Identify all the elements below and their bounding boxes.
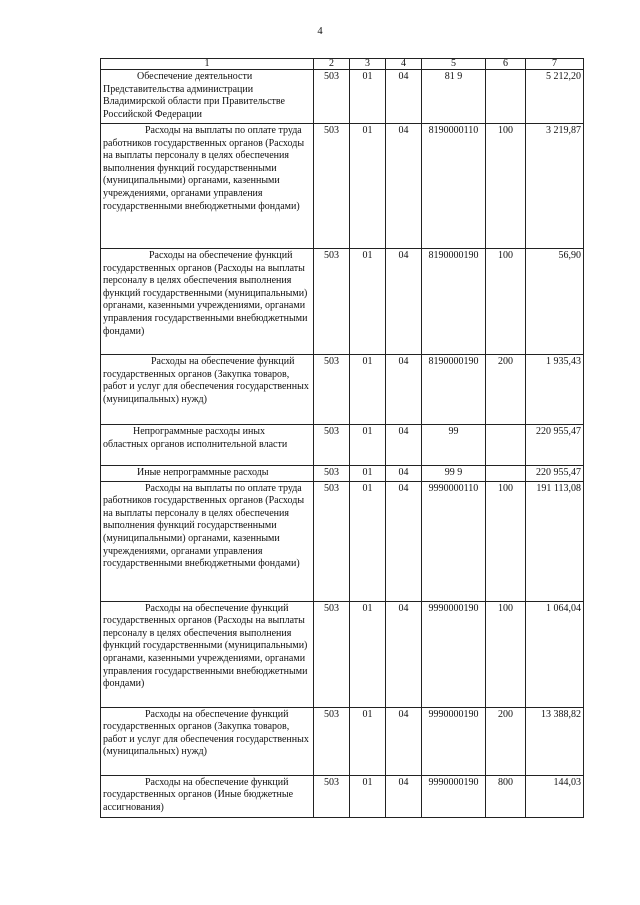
cell-ministry: 503 bbox=[314, 707, 350, 775]
cell-subsection: 04 bbox=[386, 425, 422, 466]
cell-ministry: 503 bbox=[314, 425, 350, 466]
cell-subsection: 04 bbox=[386, 601, 422, 707]
row-name: Расходы на обеспечение функций государственных органов (Расходы на выплаты персоналу в целях обеспечения выполнения функций государственными (муниципальными) органами, казенными учреждениями, органами управления государственными внебюджетными фондами) bbox=[101, 249, 314, 355]
cell-amount: 56,90 bbox=[526, 249, 584, 355]
cell-section: 01 bbox=[350, 601, 386, 707]
cell-ministry: 503 bbox=[314, 481, 350, 601]
column-header: 3 bbox=[350, 59, 386, 70]
cell-amount: 5 212,20 bbox=[526, 70, 584, 124]
row-name: Непрограммные расходы иных областных органов исполнительной власти bbox=[101, 425, 314, 466]
cell-ministry: 503 bbox=[314, 249, 350, 355]
cell-target: 9990000110 bbox=[422, 481, 486, 601]
cell-subsection: 04 bbox=[386, 355, 422, 425]
cell-type bbox=[486, 425, 526, 466]
cell-target: 8190000190 bbox=[422, 249, 486, 355]
cell-amount: 144,03 bbox=[526, 775, 584, 817]
table-row bbox=[101, 425, 584, 466]
cell-target: 99 bbox=[422, 425, 486, 466]
table-row bbox=[101, 775, 584, 817]
row-name: Расходы на выплаты по оплате труда работников государственных органов (Расходы на выплаты персоналу в целях обеспечения выполнения функций государственными (муниципальными) органами, казенными учреждениями, органами управления государственными внебюджетными фондами) bbox=[101, 124, 314, 249]
cell-type: 200 bbox=[486, 707, 526, 775]
cell-type bbox=[486, 466, 526, 482]
cell-subsection: 04 bbox=[386, 775, 422, 817]
row-name: Иные непрограммные расходы bbox=[101, 466, 314, 482]
cell-type: 200 bbox=[486, 355, 526, 425]
cell-target: 9990000190 bbox=[422, 775, 486, 817]
cell-section: 01 bbox=[350, 481, 386, 601]
cell-section: 01 bbox=[350, 249, 386, 355]
cell-target: 81 9 bbox=[422, 70, 486, 124]
cell-subsection: 04 bbox=[386, 249, 422, 355]
row-name: Расходы на обеспечение функций государственных органов (Расходы на выплаты персоналу в целях обеспечения выполнения функций государственными (муниципальными) органами, казенными учреждениями, органами управления государственными внебюджетными фондами) bbox=[101, 601, 314, 707]
cell-type bbox=[486, 70, 526, 124]
cell-subsection: 04 bbox=[386, 481, 422, 601]
cell-subsection: 04 bbox=[386, 707, 422, 775]
cell-ministry: 503 bbox=[314, 601, 350, 707]
cell-section: 01 bbox=[350, 355, 386, 425]
table-row bbox=[101, 707, 584, 775]
cell-amount: 220 955,47 bbox=[526, 425, 584, 466]
table-row bbox=[101, 70, 584, 124]
table-row bbox=[101, 249, 584, 355]
cell-ministry: 503 bbox=[314, 355, 350, 425]
cell-ministry: 503 bbox=[314, 70, 350, 124]
column-header: 7 bbox=[526, 59, 584, 70]
column-header: 2 bbox=[314, 59, 350, 70]
row-name: Обеспечение деятельности Представительства администрации Владимирской области при Правительстве Российской Федерации bbox=[101, 70, 314, 124]
cell-ministry: 503 bbox=[314, 124, 350, 249]
column-header: 5 bbox=[422, 59, 486, 70]
row-name: Расходы на обеспечение функций государственных органов (Иные бюджетные ассигнования) bbox=[101, 775, 314, 817]
cell-subsection: 04 bbox=[386, 124, 422, 249]
cell-type: 100 bbox=[486, 249, 526, 355]
cell-section: 01 bbox=[350, 775, 386, 817]
cell-target: 9990000190 bbox=[422, 707, 486, 775]
page-number: 4 bbox=[317, 26, 323, 37]
table-row bbox=[101, 466, 584, 482]
cell-target: 8190000190 bbox=[422, 355, 486, 425]
cell-amount: 1 935,43 bbox=[526, 355, 584, 425]
cell-type: 100 bbox=[486, 601, 526, 707]
cell-section: 01 bbox=[350, 466, 386, 482]
cell-section: 01 bbox=[350, 707, 386, 775]
header-row bbox=[101, 59, 584, 70]
table-row bbox=[101, 355, 584, 425]
column-header: 1 bbox=[101, 59, 314, 70]
cell-type: 800 bbox=[486, 775, 526, 817]
cell-subsection: 04 bbox=[386, 70, 422, 124]
cell-amount: 13 388,82 bbox=[526, 707, 584, 775]
cell-ministry: 503 bbox=[314, 466, 350, 482]
cell-amount: 220 955,47 bbox=[526, 466, 584, 482]
cell-section: 01 bbox=[350, 124, 386, 249]
cell-target: 8190000110 bbox=[422, 124, 486, 249]
table-row bbox=[101, 601, 584, 707]
cell-type: 100 bbox=[486, 124, 526, 249]
cell-amount: 191 113,08 bbox=[526, 481, 584, 601]
row-name: Расходы на обеспечение функций государственных органов (Закупка товаров, работ и услуг для обеспечения государственных (муниципальных) нужд) bbox=[101, 355, 314, 425]
column-header: 6 bbox=[486, 59, 526, 70]
cell-subsection: 04 bbox=[386, 466, 422, 482]
table-row bbox=[101, 481, 584, 601]
cell-type: 100 bbox=[486, 481, 526, 601]
cell-section: 01 bbox=[350, 70, 386, 124]
table-row bbox=[101, 124, 584, 249]
cell-ministry: 503 bbox=[314, 775, 350, 817]
cell-amount: 1 064,04 bbox=[526, 601, 584, 707]
row-name: Расходы на выплаты по оплате труда работников государственных органов (Расходы на выплаты персоналу в целях обеспечения выполнения функций государственными (муниципальными) органами, казенными учреждениями, органами управления государственными внебюджетными фондами) bbox=[101, 481, 314, 601]
cell-amount: 3 219,87 bbox=[526, 124, 584, 249]
column-header: 4 bbox=[386, 59, 422, 70]
cell-target: 99 9 bbox=[422, 466, 486, 482]
cell-section: 01 bbox=[350, 425, 386, 466]
row-name: Расходы на обеспечение функций государственных органов (Закупка товаров, работ и услуг для обеспечения государственных (муниципальных) нужд) bbox=[101, 707, 314, 775]
cell-target: 9990000190 bbox=[422, 601, 486, 707]
budget-table bbox=[100, 58, 584, 818]
